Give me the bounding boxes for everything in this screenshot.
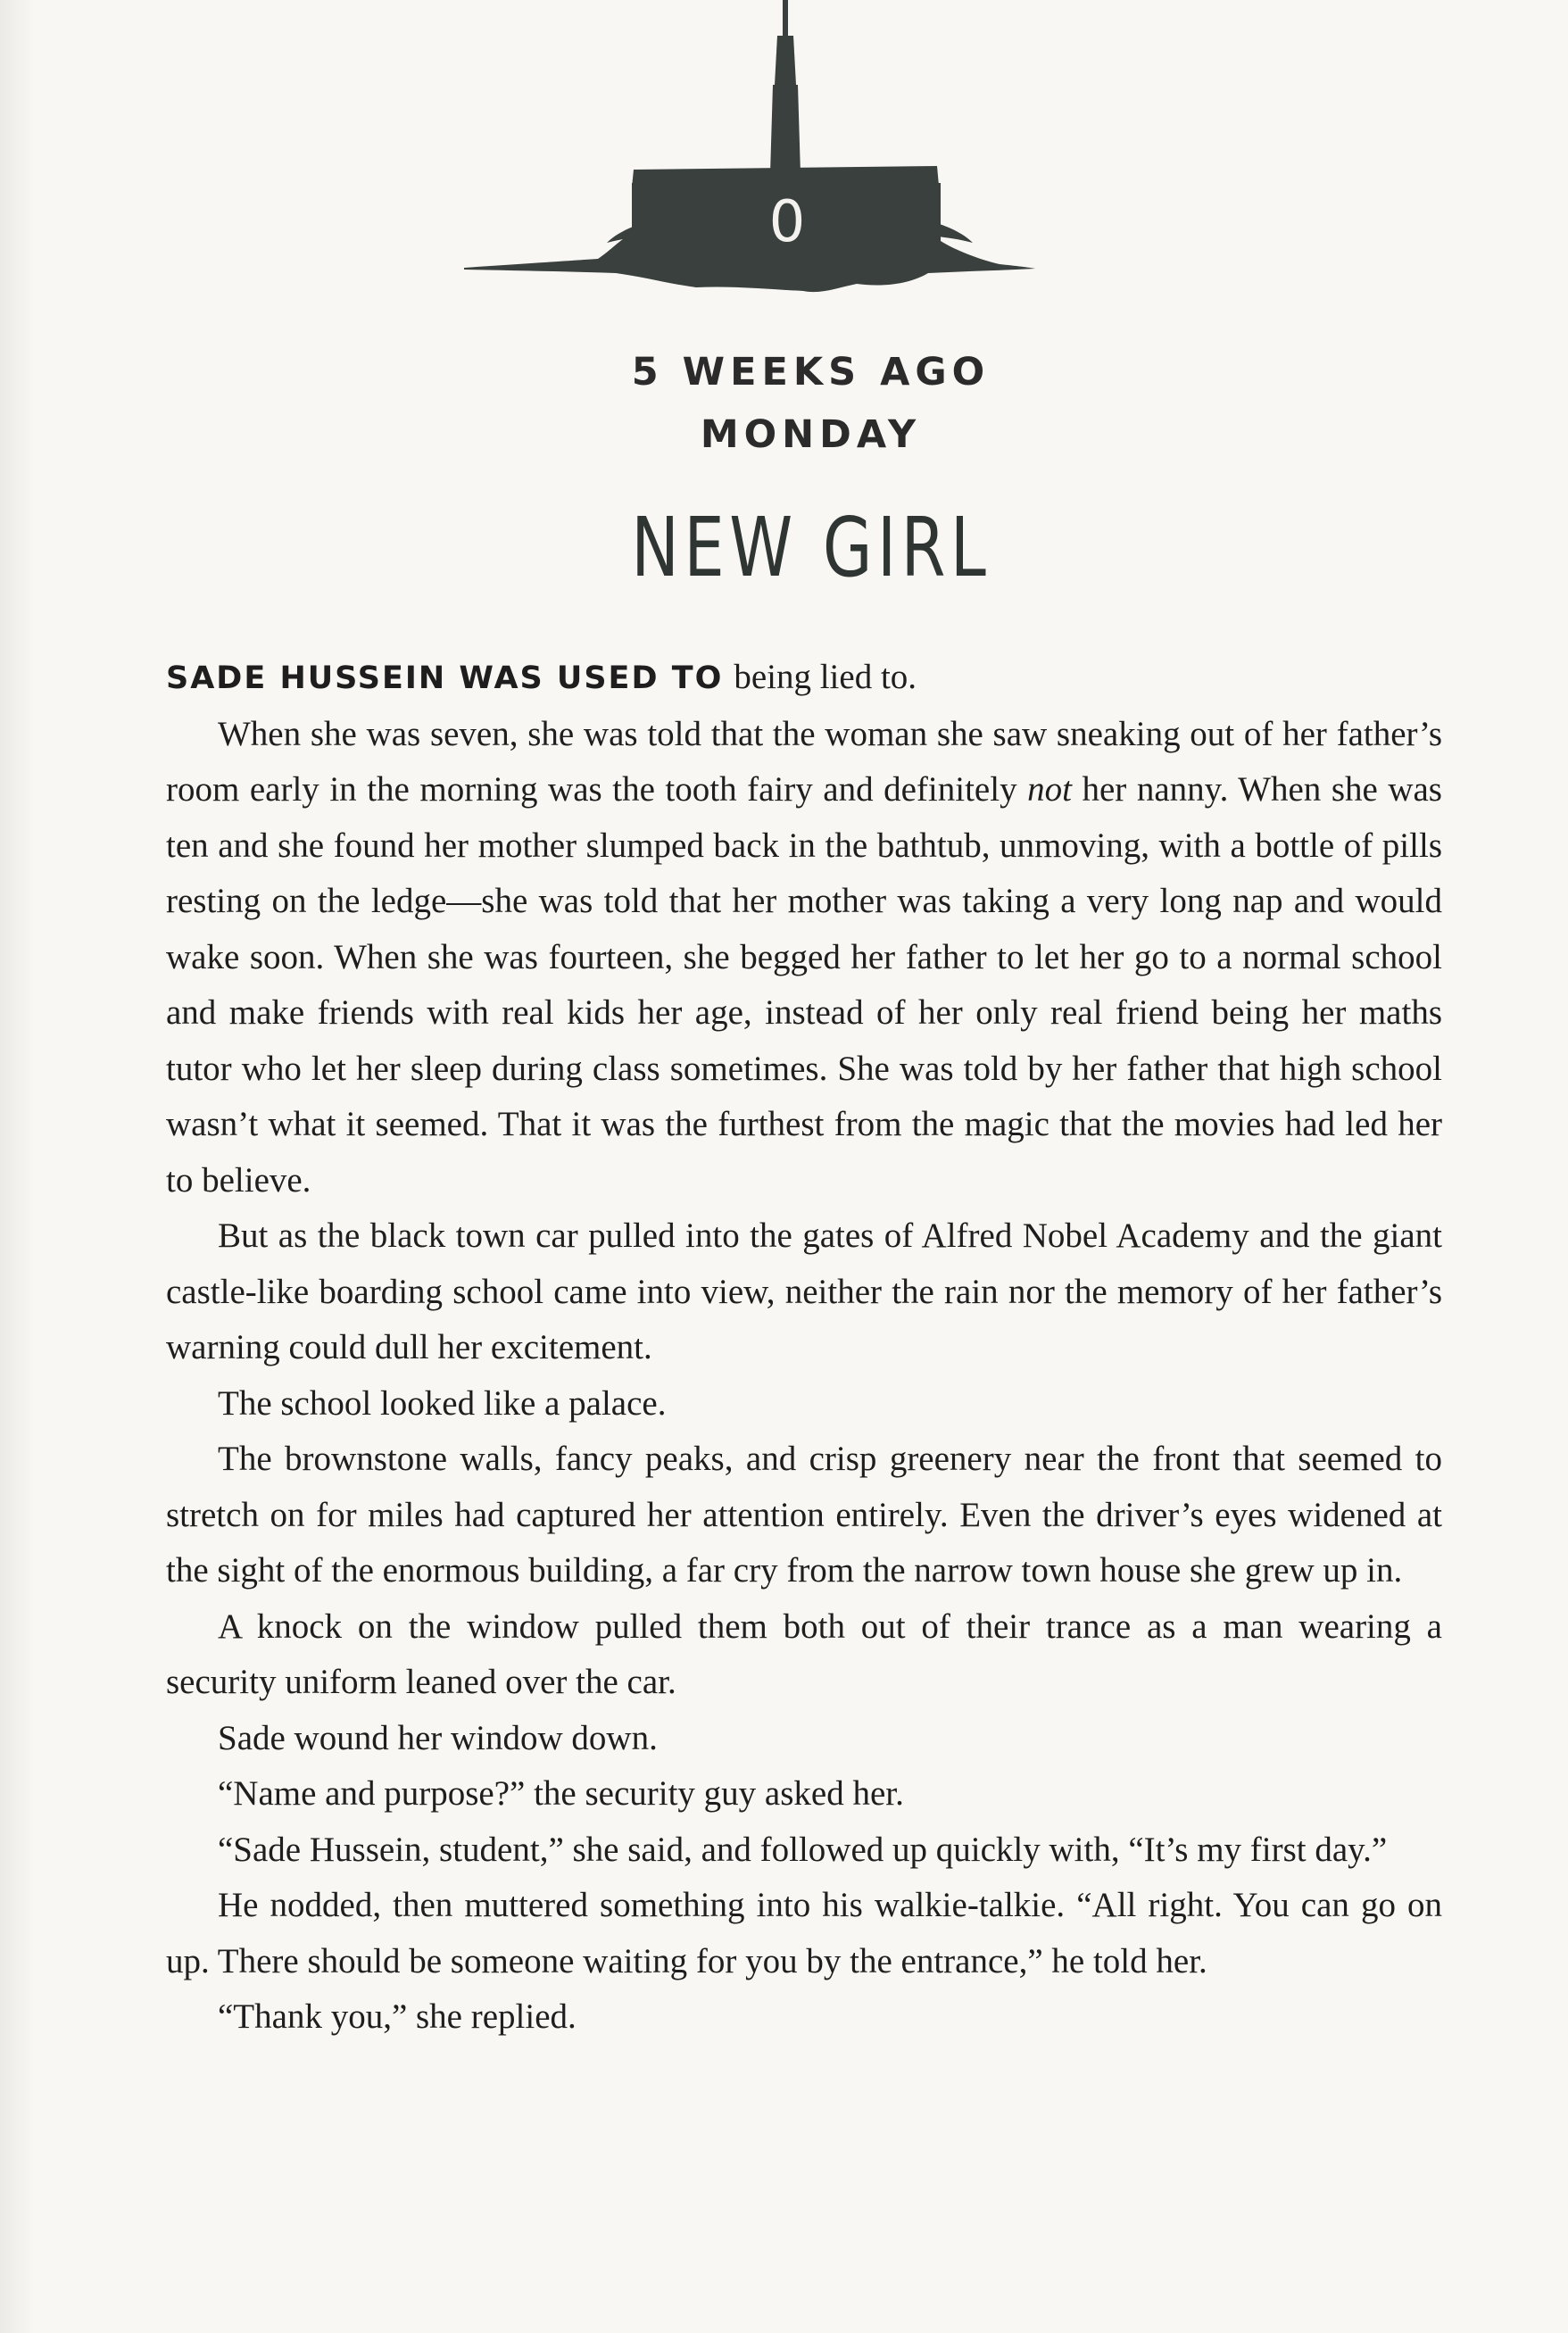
paragraph-text: “Thank you,” she replied. xyxy=(218,1997,577,2036)
tower xyxy=(770,85,801,174)
paragraph xyxy=(166,1376,1442,1432)
paragraph xyxy=(166,707,1442,1209)
chapter-time-label: 5 WEEKS AGO xyxy=(631,350,991,394)
paragraph-text: “Sade Hussein, student,” she said, and followed up quickly with, “It’s my first day.” xyxy=(218,1830,1388,1869)
paragraph-text: He nodded, then muttered something into his walkie-talkie. “All right. You can go on up. There should be someone waiting for you by the entrance,” he told her. xyxy=(166,1886,1442,1980)
paragraph-text: The school looked like a palace. xyxy=(218,1383,667,1423)
paragraph-lead-in: SADE HUSSEIN WAS USED TO xyxy=(166,660,724,696)
paragraph xyxy=(166,1822,1442,1879)
paragraph-text: When she was seven, she was told that the woman she saw sneaking out of her father’s room early in the morning was the tooth fairy and definitely xyxy=(166,714,1442,809)
spire-tip xyxy=(783,0,788,36)
paragraph-text: A knock on the window pulled them both out of their trance as a man wearing a security uniform leaned over the car. xyxy=(166,1607,1442,1701)
paragraph xyxy=(166,1432,1442,1599)
paragraph xyxy=(166,650,1442,707)
paragraph xyxy=(166,1208,1442,1376)
spire xyxy=(775,36,796,85)
paragraph-text: Sade wound her window down. xyxy=(218,1718,658,1757)
chapter-title: NEW GIRL xyxy=(631,500,991,595)
paragraph xyxy=(166,1599,1442,1711)
paragraph-text: “Name and purpose?” the security guy asked her. xyxy=(218,1774,904,1813)
chapter-day-label: MONDAY xyxy=(700,412,922,457)
paragraph xyxy=(166,1878,1442,1989)
chapter-number: 0 xyxy=(768,189,806,255)
paragraph-text: The brownstone walls, fancy peaks, and crisp greenery near the front that seemed to stretch on for miles had captured her attention entirely. Even the driver’s eyes widened at the sight of the enormous building, a far cry from the narrow town house she grew up in. xyxy=(166,1440,1442,1590)
paragraph-text: her nanny. When she was ten and she found her mother slumped back in the bathtub, unmoving, with a bottle of pills resting on the ledge—she was told that her mother was taking a very long nap and would wake soon. When she was fourteen, she begged her father to let her go to a normal school and make friends with real kids her age, instead of her only real friend being her maths tutor who let her sleep during class sometimes. She was told by her father that high school wasn’t what it seemed. That it was the furthest from the magic that the movies had led her to believe. xyxy=(166,770,1442,1200)
paragraph xyxy=(166,1766,1442,1822)
chapter-header-illustration xyxy=(464,0,1035,303)
emphasis-text: not xyxy=(1027,770,1072,809)
paragraph xyxy=(166,1711,1442,1767)
paragraph-text: being lied to. xyxy=(734,658,917,696)
chapter-body-text xyxy=(166,650,1442,2046)
paragraph-text: But as the black town car pulled into the gates of Alfred Nobel Academy and the giant castle-like boarding school came into view, neither the rain nor the memory of her father’s warning could dull her excitement. xyxy=(166,1216,1442,1366)
paragraph xyxy=(166,1989,1442,2046)
